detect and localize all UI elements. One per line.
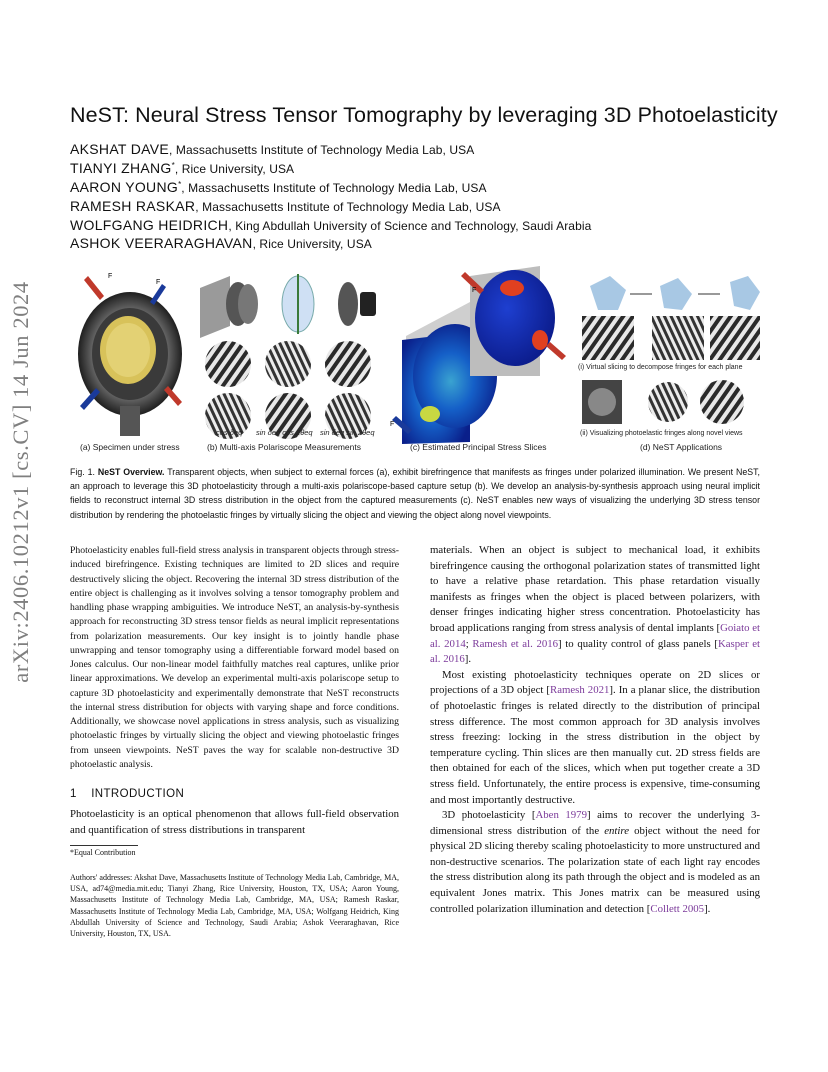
figure-label: Fig. 1. <box>70 467 95 477</box>
b-label: sin δeq cos 2θeq <box>256 428 313 437</box>
author-entry <box>70 217 591 236</box>
author-entry <box>70 235 591 254</box>
d-label-ii: (ii) Visualizing photoelastic fringes along novel views <box>580 430 743 437</box>
text-run: ]. In a planar slice, the distribution of photoelastic fringes is related directly to the distribution of principal stress difference. The most common approach for 3D analysis involves stress freezing: locking in the stress distribution in the object by temperature cycling. Thin slices are then manually cut. 2D stress fields are then obtained for each of the slices, which when put together create a 3D stress field. Unfortunately, the entire process is expensive, time-consuming and most importantly destructive. <box>430 684 761 806</box>
author-entry <box>70 160 591 179</box>
polariscope-diagram <box>200 274 376 439</box>
section-heading <box>70 788 184 800</box>
section-title: INTRODUCTION <box>91 788 185 800</box>
author-name: RAMESH RASKAR <box>70 197 196 214</box>
paragraph <box>430 668 760 808</box>
figure-caption-text: Transparent objects, when subject to external forces (a), exhibit birefringence that manifests as fringes under polarized illumination. We present NeST, an approach to leverage this 3D photoelasticity through a multi-axis polariscope-based capture setup (b). We develop an analysis-by-synthesis approach using neural implicit fields to reconstruct internal 3D stress distribution in the object from the captured measurements (c). NeST enables new ways of visualizing the underlying 3D stress tensor distribution by rendering the photoelastic fringes by virtually slicing the object and viewing the object along novel viewpoints. <box>70 467 760 520</box>
text-run: 3D photoelasticity [ <box>442 809 536 822</box>
figure-caption-heading: NeST Overview. <box>97 467 165 477</box>
text-run: Most existing photoelasticity techniques operate on 2D slices or projections of a 3D object [ <box>430 668 760 697</box>
text-run: object without the need for physical 2D slicing thereby scaling photoelasticity to more unstructured and non-destructive scenarios. The polarization state of each light ray encodes the stress distribution along its path through the object and is modeled as an equivalent Jones matrix. This Jones matrix can be measured using controlled polarization illumination and detection [ <box>430 824 760 915</box>
author-addresses: Authors' addresses: Akshat Dave, Massachusetts Institute of Technology Media Lab, Cambridge, MA, USA, ad74@media.mit.edu; Tianyi Zhang, Rice University, Houston, TX, USA; Aaron Young, Massachusetts Institute of Technology Media Lab, Cambridge, MA, USA; Ramesh Raskar, Massachusetts Institute of Technology Media Lab, Cambridge, MA, USA; Wolfgang Heidrich, King Abdullah University of Science and Technology, Saudi Arabia; Ashok Veeraraghavan, Rice University, Houston, TX, USA. <box>70 873 399 939</box>
emphasis: entire <box>604 824 629 837</box>
author-entry <box>70 198 591 217</box>
teaser-figure <box>70 266 760 458</box>
force-label: F <box>156 279 161 286</box>
citation-link[interactable]: Kasper et al. 2016 <box>430 637 760 666</box>
author-affiliation: , Massachusetts Institute of Technology Media Lab, USA <box>195 199 501 214</box>
author-name: WOLFGANG HEIDRICH <box>70 216 229 233</box>
author-affiliation: , Rice University, USA <box>252 237 372 252</box>
text-run: materials. When an object is subject to mechanical load, it exhibits birefringence causing the orthogonal polarization states of transmitted light to have a relative phase retardation. This phase retardation visually manifests as fringes when the object is placed between polarizers, with denser fringes indicating higher stress concentration. Photoelasticity has broad applications ranging from stress analysis of dental implants [ <box>430 544 760 634</box>
text-run: ] to quality control of glass panels [ <box>558 637 718 650</box>
author-name: TIANYI ZHANG <box>70 159 172 176</box>
author-entry <box>70 179 591 198</box>
author-entry <box>70 141 591 160</box>
intro-paragraph: Photoelasticity is an optical phenomenon that allows full-field observation and quantification of stress distributions in transparent <box>70 808 399 837</box>
author-affiliation: , King Abdullah University of Science and Technology, Saudi Arabia <box>228 218 592 233</box>
subcaption-d: (d) NeST Applications <box>640 442 723 452</box>
footnote: *Equal Contribution <box>70 848 136 857</box>
author-affiliation: , Massachusetts Institute of Technology Media Lab, USA <box>181 180 487 195</box>
d-label-i: (i) Virtual slicing to decompose fringes for each plane <box>578 364 743 371</box>
section-number: 1 <box>70 788 77 800</box>
subcaption-c: (c) Estimated Principal Stress Slices <box>410 442 547 452</box>
abstract: Photoelasticity enables full-field stress analysis in transparent objects through stress-induced birefringence. Existing techniques are limited to 2D slices and require destructively slicing the object. Recovering the internal 3D stress distribution of the entire object is challenging as it involves solving a tensor tomography problem and handling phase wrapping ambiguities. We introduce NeST, an analysis-by-synthesis approach for reconstructing 3D stress tensor fields as neural implicit representations from polarization measurements. Our key insight is to jointly handle phase unwrapping and tensor tomography using a differentiable forward model based on Jones calculus. Our non-linear model faithfully matches real captures, unlike prior linear approximations. We develop an experimental multi-axis polariscope setup to capture 3D photoelasticity and experimentally demonstrate that NeST reconstructs the internal stress distribution for objects with varying shape and force conditions. Additionally, we showcase novel applications in stress analysis, such as visualizing photoelastic fringes by virtually slicing the object and viewing photoelastic fringes from unseen viewpoints. NeST paves the way for scalable non-destructive 3D photoelastic analysis. <box>70 545 399 770</box>
force-label: F <box>108 273 113 280</box>
subcaption-a: (a) Specimen under stress <box>80 442 180 452</box>
force-label: F <box>472 287 477 294</box>
applications-panel <box>582 276 760 424</box>
author-affiliation: , Massachusetts Institute of Technology Media Lab, USA <box>169 143 475 157</box>
stress-slice-render <box>390 266 566 444</box>
author-name: AARON YOUNG <box>70 178 179 195</box>
figure-caption <box>70 465 760 522</box>
citation-link[interactable]: Ramesh 2021 <box>550 684 610 697</box>
paragraph <box>430 808 760 917</box>
author-name: ASHOK VEERARAGHAVAN <box>70 235 253 252</box>
text-run: ]. <box>704 902 711 915</box>
subcaption-b: (b) Multi-axis Polariscope Measurements <box>207 442 361 452</box>
paper-title: NeST: Neural Stress Tensor Tomography by leveraging 3D Photoelasticity <box>70 103 778 127</box>
force-label: F <box>390 421 395 428</box>
text-run: ; <box>465 637 473 650</box>
text-run: ] aims to recover the underlying 3-dimensional stress distribution of the <box>430 809 760 837</box>
citation-link[interactable]: Ramesh et al. 2016 <box>472 637 559 650</box>
text-run: ]. <box>464 653 472 666</box>
paragraph <box>430 543 760 668</box>
citation-link[interactable]: Collett 2005 <box>650 902 705 915</box>
author-name: AKSHAT DAVE <box>70 141 169 157</box>
author-affiliation: , Rice University, USA <box>174 161 295 176</box>
author-mark: * <box>171 160 175 170</box>
citation-link[interactable]: Aben 1979 <box>535 809 587 822</box>
footnote-rule <box>70 845 138 846</box>
author-list <box>70 141 591 254</box>
b-label: sin δeq sin 2θeq <box>320 428 375 437</box>
arxiv-stamp: arXiv:2406.10212v1 [cs.CV] 14 Jun 2024 <box>8 281 33 683</box>
right-column <box>430 543 760 917</box>
b-label: cos δeq <box>216 428 243 437</box>
citation-link[interactable]: Goiato et al. 2014 <box>430 621 760 650</box>
author-mark: * <box>178 179 182 189</box>
specimen-photo <box>70 266 190 444</box>
